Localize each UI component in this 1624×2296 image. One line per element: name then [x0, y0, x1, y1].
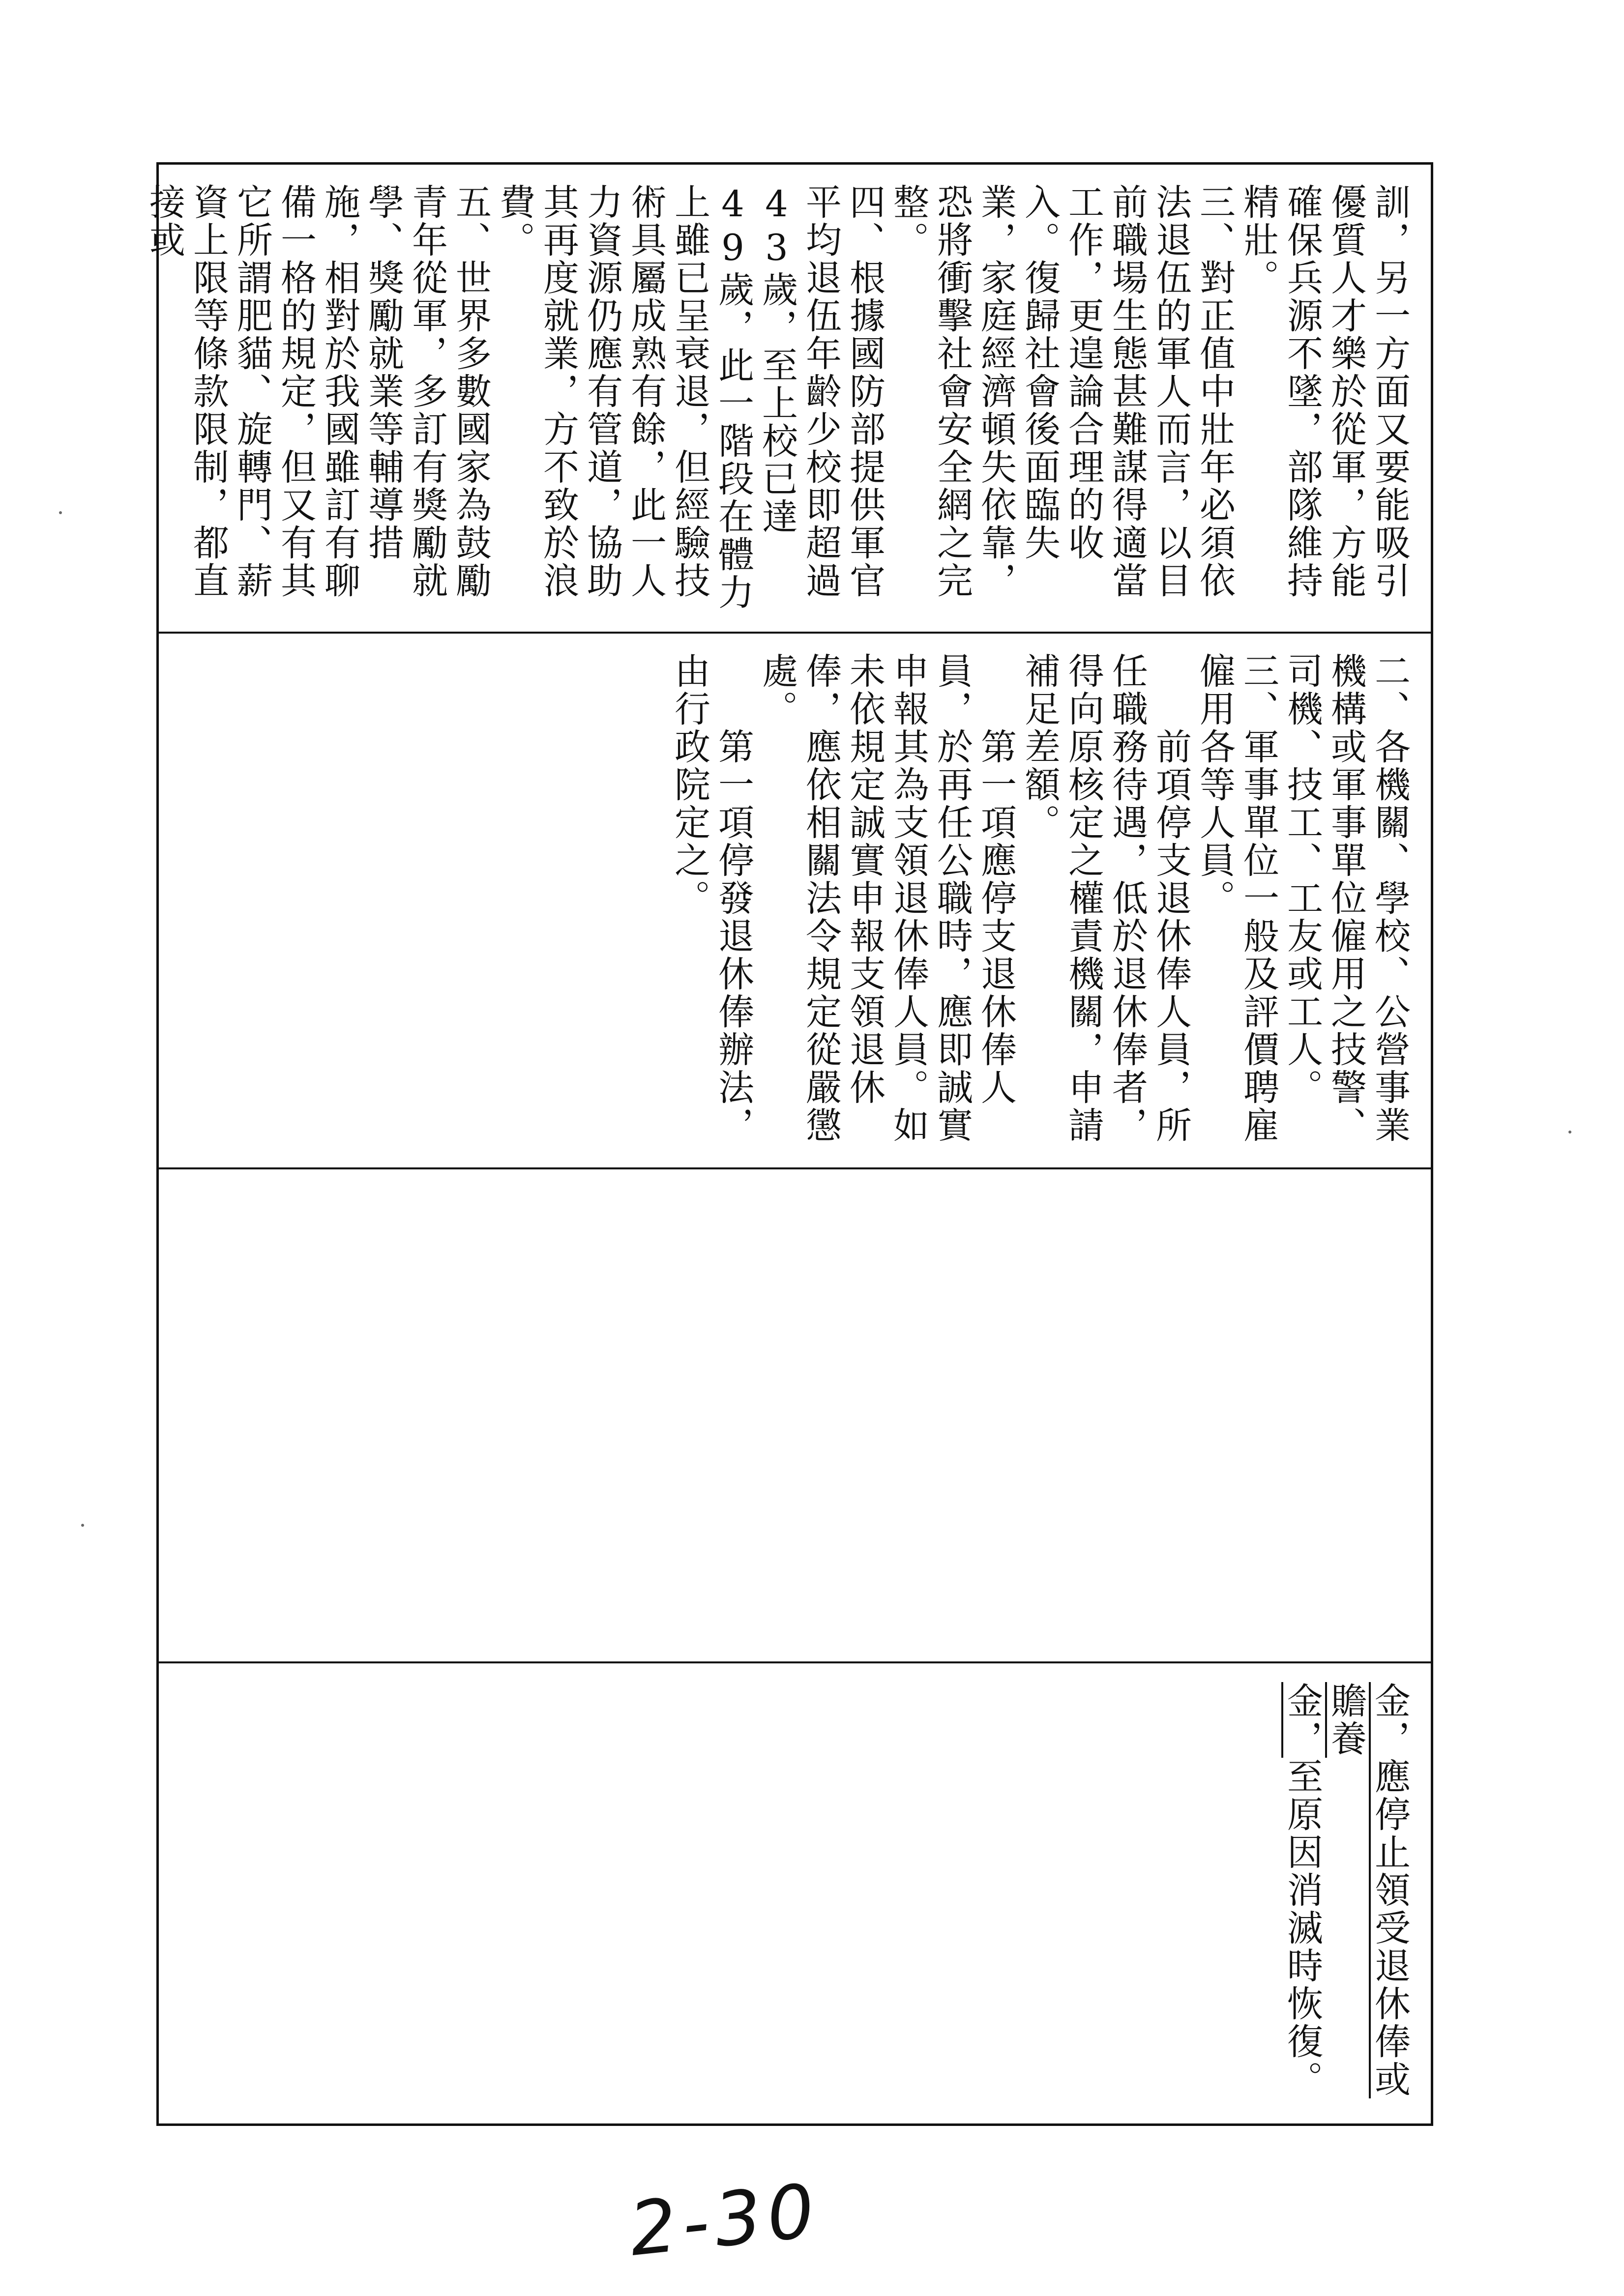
explanation-item: 五、世界多數國家為鼓勵青年從軍，多訂有獎勵就學、獎勵就業等輔導措施，相對於我國雖訂有聊備一格的規定，但又有其它所謂肥貓、旋轉門、薪資上限等條款限制，都直接或	[143, 183, 491, 600]
comparison-table	[143, 162, 1433, 2126]
empty-column	[159, 1169, 1431, 1661]
amended-line	[1280, 1682, 1324, 2114]
amended-provision-column	[159, 1663, 1431, 2128]
amended-text-underlined: 金，	[1368, 1682, 1410, 1758]
provision-item: 二、各機關、學校、公營事業機構或軍事單位僱用之技警、司機、技工、工友或工人。	[1281, 652, 1410, 1144]
explanation-column	[143, 165, 1431, 632]
explanation-item: 四、根據國防部提供軍官平均退伍年齡少校即超過43歲，至上校已達49歲，此一階段在體力上雖已呈衰退，但經驗技術具屬成熟有餘，此一人力資源仍應有管道，協助其再度就業，方不致於浪費。	[493, 183, 885, 611]
scan-speck	[59, 511, 62, 514]
explanation-item: 三、對正值中壯年必須依法退伍的軍人而言，以目前職場生態甚難謀得適當工作，更遑論合理的收入。復歸社會後面臨失業，家庭經濟頓失依靠，恐將衝擊社會安全網之完整。	[887, 183, 1235, 600]
page-number: 2-30	[625, 2168, 825, 2273]
provision-item: 第一項停發退休俸辦法，由行政院定之。	[668, 652, 754, 1144]
scan-speck	[81, 1524, 84, 1527]
amended-text-underlined: 金，	[1281, 1682, 1323, 1758]
amended-text-underlined: 應停止領受退休俸或贍養	[1325, 1682, 1410, 2098]
current-provision-column	[159, 634, 1431, 1167]
provision-item: 三、軍事單位一般及評價聘雇僱用各等人員。	[1193, 652, 1279, 1144]
scan-speck	[1568, 1131, 1571, 1133]
amended-text: 至原因消滅時恢復。	[1281, 1758, 1323, 2098]
amended-line	[1324, 1682, 1411, 2114]
explanation-item: 訓，另一方面又要能吸引優質人才樂於從軍，方能確保兵源不墜，部隊維持精壯。	[1237, 183, 1410, 600]
provision-item: 第一項應停支退休俸人員，於再任公職時，應即誠實申報其為支領退休俸人員。如未依規定誠實申報支領退休俸，應依相關法令規定從嚴懲處。	[756, 652, 1016, 1144]
provision-item: 前項停支退休俸人員，所任職務待遇，低於退休俸者，得向原核定之權責機關，申請補足差額。	[1018, 652, 1191, 1144]
